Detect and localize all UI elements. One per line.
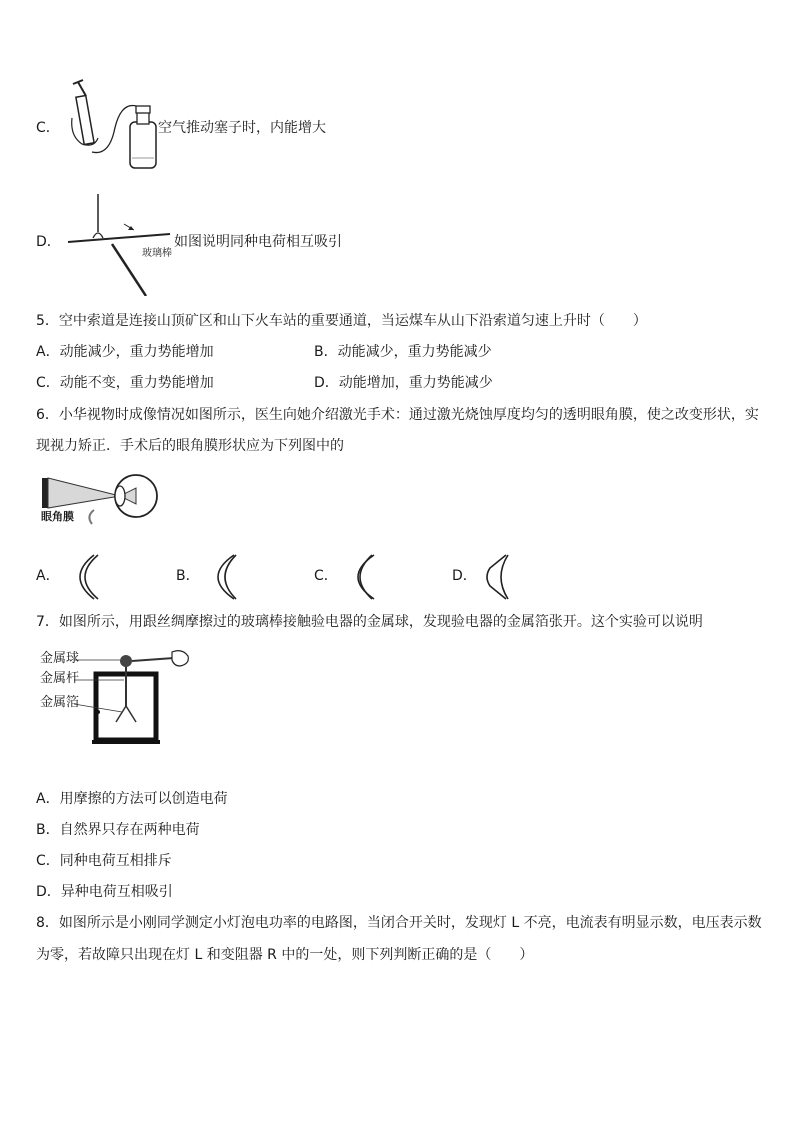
q5-option-b: B．动能减少，重力势能减少 bbox=[314, 344, 492, 360]
q7-option-d: D．异种电荷互相吸引 bbox=[36, 884, 173, 900]
q8-stem-line1: 8．如图所示是小刚同学测定小灯泡电功率的电路图，当闭合开关时，发现灯 L 不亮，电流表有明显示数，电压表示数 bbox=[36, 915, 762, 931]
glass-rod-label: 玻璃棒 bbox=[142, 248, 172, 259]
q6-option-d-label: D． bbox=[452, 568, 477, 584]
q5-option-d: D．动能增加，重力势能减少 bbox=[314, 375, 493, 391]
option-c-text: 空气推动塞子时，内能增大 bbox=[158, 120, 326, 136]
q6-stem-line1: 6．小华视物时成像情况如图所示，医生向她介绍激光手术：通过激光烧蚀厚度均匀的透明眼角膜，使之改变形状，实 bbox=[36, 407, 759, 423]
q5-option-c: C．动能不变，重力势能增加 bbox=[36, 375, 214, 391]
q7-option-c: C．同种电荷互相排斥 bbox=[36, 853, 172, 869]
metal-ball-label: 金属球 bbox=[40, 651, 80, 666]
q7-option-a: A．用摩擦的方法可以创造电荷 bbox=[36, 791, 228, 807]
cornea-label: 眼角膜 bbox=[41, 510, 74, 523]
charged-rod-figure bbox=[66, 192, 170, 296]
q6-option-a-label: A． bbox=[36, 568, 60, 584]
q7-option-b: B．自然界只存在两种电荷 bbox=[36, 822, 200, 838]
metal-foil-label: 金属箔 bbox=[40, 695, 80, 710]
option-d-text: 如图说明同种电荷相互吸引 bbox=[174, 234, 342, 250]
metal-rod-label: 金属杆 bbox=[40, 671, 80, 686]
lens-a-shape bbox=[64, 552, 104, 602]
pump-bottle-figure bbox=[68, 78, 160, 174]
lens-c-shape bbox=[340, 552, 380, 602]
q6-option-b-label: B． bbox=[176, 568, 200, 584]
q6-option-c-label: C． bbox=[314, 568, 338, 584]
q6-stem-line2: 现视力矫正．手术后的眼角膜形状应为下列图中的 bbox=[36, 438, 344, 454]
lens-d-shape bbox=[476, 552, 516, 602]
q8-stem-line2: 为零，若故障只出现在灯 L 和变阻器 R 中的一处，则下列判断正确的是（ ） bbox=[36, 947, 534, 963]
option-c-label: C． bbox=[36, 120, 60, 136]
q5-option-a: A．动能减少，重力势能增加 bbox=[36, 344, 214, 360]
q7-stem: 7．如图所示，用跟丝绸摩擦过的玻璃棒接触验电器的金属球，发现验电器的金属箔张开。这个实验可以说明 bbox=[36, 614, 703, 630]
option-d-label: D． bbox=[36, 234, 61, 250]
q5-stem: 5．空中索道是连接山顶矿区和山下火车站的重要通道，当运煤车从山下沿索道匀速上升时（ ） bbox=[36, 313, 647, 329]
lens-b-shape bbox=[202, 552, 242, 602]
